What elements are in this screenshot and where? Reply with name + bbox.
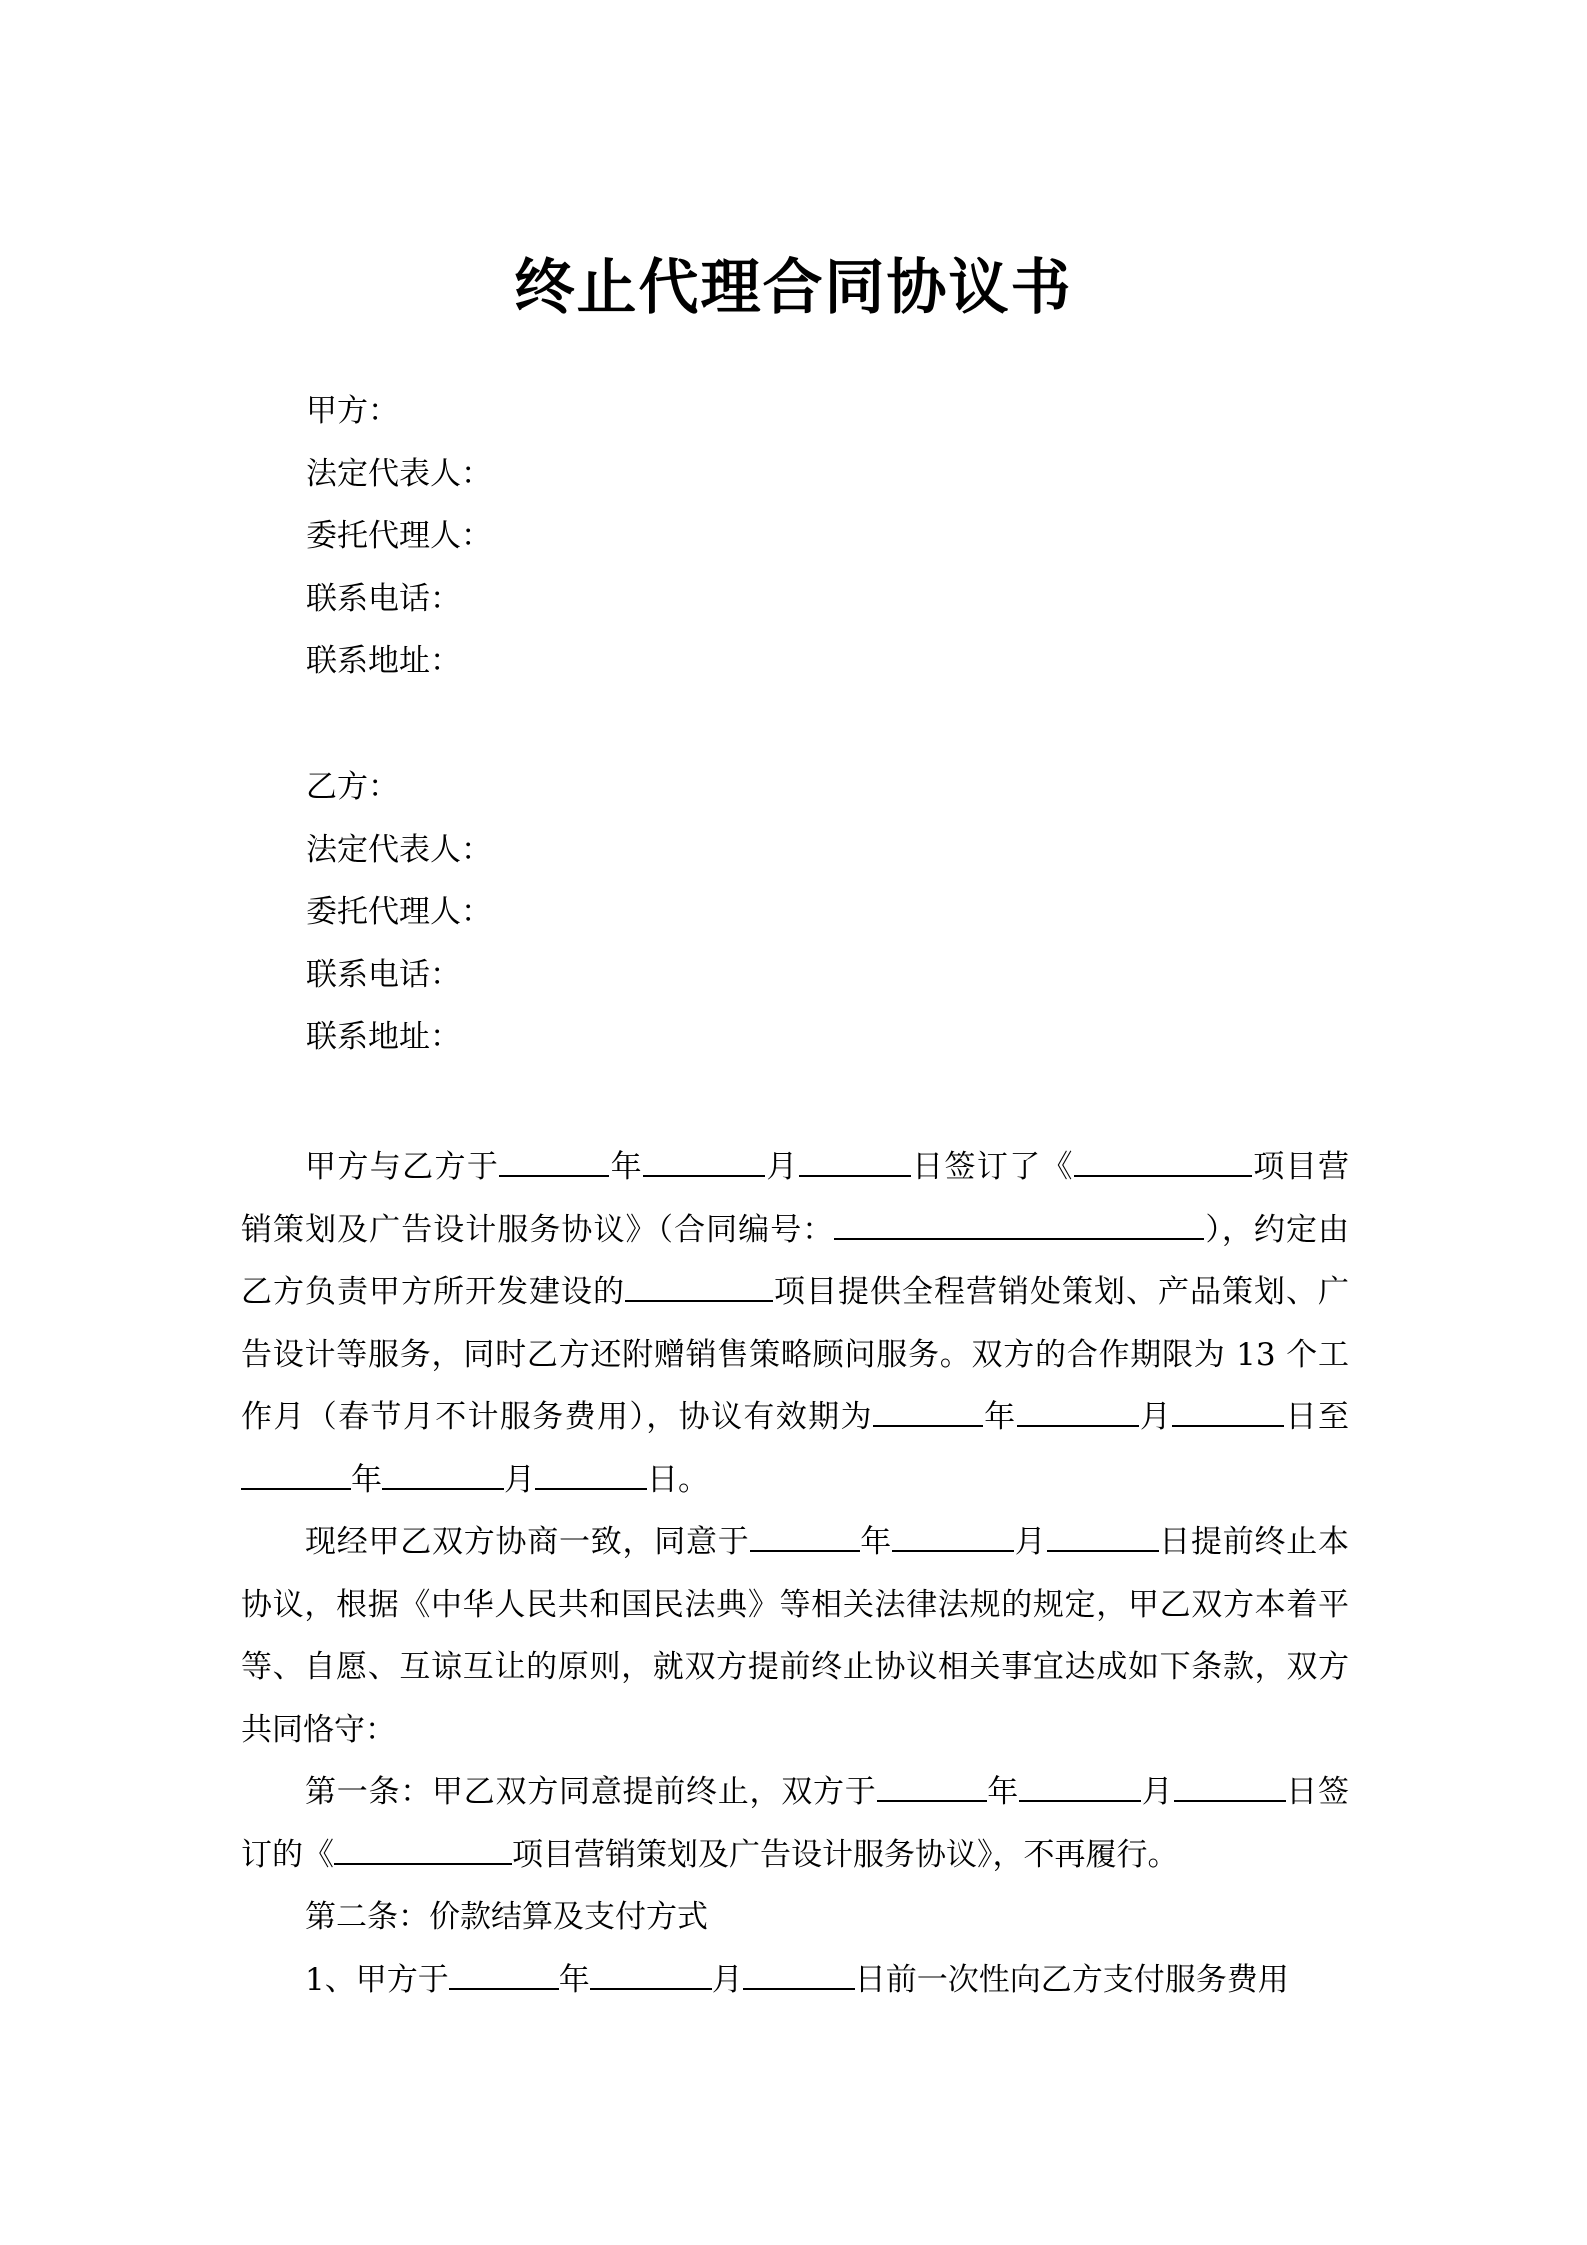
article1-text-3: 项目营销策划及广告设计服务协议》，不再履行。	[512, 1836, 1179, 1873]
para1-text-2: 日签订了《	[910, 1149, 1074, 1185]
article1-text-1: 第一条：甲乙双方同意提前终止，双方于	[305, 1774, 877, 1810]
year-blank[interactable]	[499, 1147, 609, 1177]
item1-text-2: 日前一次性向乙方支付服务费用	[854, 1961, 1289, 1998]
para1-text-4: ），约定由乙方负责甲方所开发建设的	[241, 1211, 1350, 1310]
para1-start-year-label: 年	[982, 1399, 1017, 1435]
contract-number-blank[interactable]	[834, 1210, 1204, 1240]
payment-month-blank[interactable]	[590, 1960, 712, 1990]
end-month-blank[interactable]	[382, 1460, 504, 1490]
para1-text-1: 甲方与乙方于	[305, 1149, 500, 1185]
party-a-address-label: 联系地址：	[306, 643, 461, 679]
party-b-agent-label: 委托代理人：	[306, 894, 492, 930]
document-title: 终止代理合同协议书	[514, 253, 1073, 323]
start-year-blank[interactable]	[873, 1397, 983, 1427]
article1-year-blank[interactable]	[877, 1772, 987, 1802]
termination-day-blank[interactable]	[1047, 1522, 1159, 1552]
para1-end-year-label: 年	[351, 1461, 382, 1498]
end-day-blank[interactable]	[535, 1460, 647, 1490]
item1-year-label: 年	[558, 1961, 590, 1998]
article1-day-blank[interactable]	[1174, 1772, 1286, 1802]
start-day-blank[interactable]	[1172, 1397, 1284, 1427]
article1-month-blank[interactable]	[1019, 1772, 1141, 1802]
project-name-blank[interactable]	[1074, 1147, 1252, 1177]
para2-text-2: 日提前终止本协议，根据《中华人民共和国民法典》等相关法律法规的规定，甲乙双方本着平等、自愿、互谅互让的原则，就双方提前终止协议相关事宜达成如下条款，双方共同恪守：	[241, 1524, 1349, 1748]
party-a-name-label: 甲方：	[306, 393, 399, 429]
party-a-phone-label: 联系电话：	[306, 580, 461, 617]
day-blank[interactable]	[799, 1147, 911, 1177]
start-month-blank[interactable]	[1017, 1397, 1139, 1427]
month-blank[interactable]	[643, 1147, 765, 1177]
party-a-block	[306, 380, 1356, 693]
payment-year-blank[interactable]	[449, 1960, 559, 1990]
party-b-phone-label: 联系电话：	[306, 956, 461, 993]
item1-text-1: 1、甲方于	[305, 1961, 449, 1998]
paragraph-termination-agreement	[241, 1511, 1349, 1761]
article1-text-2: 日签订的《	[241, 1774, 1349, 1873]
article-2-item-1	[241, 1949, 1349, 2012]
article1-project-blank[interactable]	[334, 1835, 512, 1865]
para1-end-month-label: 月	[504, 1461, 535, 1498]
para1-month-label: 月	[764, 1149, 799, 1185]
para1-start-month-label: 月	[1138, 1399, 1173, 1435]
article-1	[241, 1761, 1349, 1886]
article1-year-label: 年	[986, 1774, 1019, 1810]
termination-year-blank[interactable]	[750, 1522, 860, 1552]
para2-text-1: 现经甲乙双方协商一致，同意于	[305, 1524, 750, 1560]
party-b-address-label: 联系地址：	[306, 1019, 461, 1055]
article1-month-label: 月	[1141, 1774, 1174, 1810]
para1-text-3: 项目营销策划及广告设计服务协议》（合同编号：	[241, 1149, 1350, 1248]
development-project-blank[interactable]	[625, 1272, 773, 1302]
end-year-blank[interactable]	[241, 1460, 351, 1490]
party-b-legal-rep-label: 法定代表人：	[306, 831, 492, 868]
article-2-heading: 第二条：价款结算及支付方式	[305, 1899, 708, 1935]
party-b-block	[306, 756, 1356, 1069]
party-a-agent-label: 委托代理人：	[306, 518, 492, 554]
contract-body	[241, 1136, 1349, 2011]
termination-month-blank[interactable]	[892, 1522, 1014, 1552]
payment-day-blank[interactable]	[743, 1960, 855, 1990]
party-a-legal-rep-label: 法定代表人：	[306, 455, 492, 492]
para1-year-label: 年	[609, 1149, 643, 1185]
para1-text-5: 项目提供全程营销处策划、产品策划、广告设计等服务，同时乙方还附赠销售策略顾问服务。双方的合作期限为 13 个工作月（春节月不计服务费用），协议有效期为	[241, 1274, 1349, 1435]
party-b-name-label: 乙方：	[306, 769, 399, 805]
para1-text-6: 日至	[1284, 1399, 1350, 1435]
para2-year-label: 年	[859, 1524, 892, 1560]
item1-month-label: 月	[711, 1961, 743, 1998]
para1-text-7: 日。	[647, 1461, 709, 1498]
para2-month-label: 月	[1014, 1524, 1047, 1560]
paragraph-signing-background	[241, 1136, 1349, 1511]
